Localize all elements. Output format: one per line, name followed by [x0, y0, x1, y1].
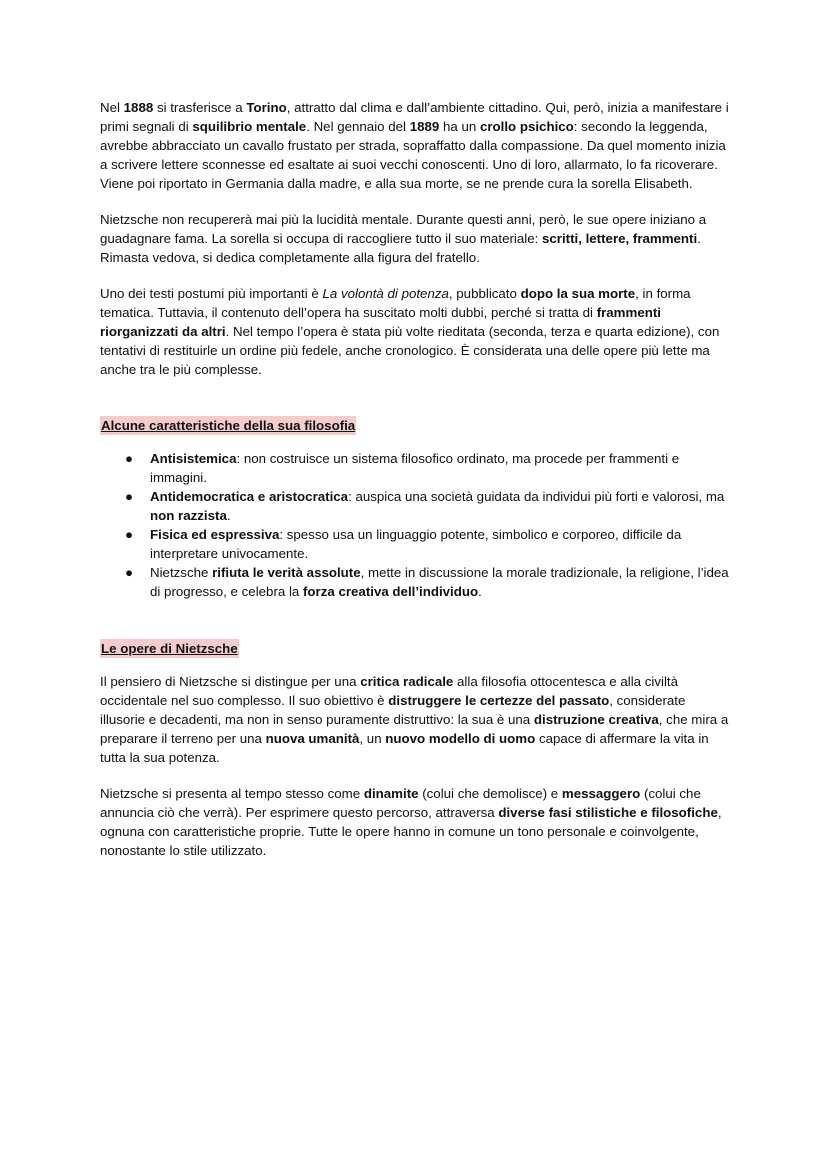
bold-run: 1889: [409, 119, 440, 134]
text-run: (colui che annuncia ciò che verrà). Per esprimere questo percorso, attraversa: [100, 786, 701, 820]
bold-run: distruggere le certezze del passato: [388, 693, 610, 708]
bullet-icon: ●: [125, 489, 134, 504]
text-run: capace di affermare la vita in tutta la sua potenza.: [100, 731, 709, 765]
text-run: Nietzsche non recupererà mai più la lucidità mentale. Durante questi anni, però, le sue opere iniziano a guadagnare fama. La sorella si occupa di raccogliere tutto il suo materiale:: [100, 212, 707, 246]
bold-run: forza creativa dell’individuo: [303, 584, 479, 599]
section-heading-caratteristiche: Alcune caratteristiche della sua filosofia: [101, 418, 356, 433]
text-run: Uno dei testi postumi più importanti è: [100, 286, 323, 301]
text-run: , che mira a preparare il terreno per una: [100, 712, 729, 746]
text-run: (colui che demolisce) e: [418, 786, 562, 801]
bold-run: dopo la sua morte: [520, 286, 636, 301]
list-item: [125, 449, 732, 487]
text-run: . Nel gennaio del: [306, 119, 410, 134]
document-page: [100, 98, 732, 877]
text-run: , attratto dal clima e dall’ambiente cittadino. Qui, però, inizia a manifestare i primi segnali di: [100, 100, 729, 134]
bullet-icon: ●: [125, 451, 134, 466]
text-run: ha un: [439, 119, 480, 134]
text-run: , mette in discussione la morale tradizionale, la religione, l’idea di progresso, e celebra la: [150, 565, 729, 599]
bold-run: critica radicale: [360, 674, 454, 689]
bold-run: squilibrio mentale: [192, 119, 307, 134]
bold-run: messaggero: [561, 786, 641, 801]
text-run: . Rimasta vedova, si dedica completamente alla figura del fratello.: [100, 231, 701, 265]
bullet-icon: ●: [125, 527, 134, 542]
text-run: , ognuna con caratteristiche proprie. Tutte le opere hanno in comune un tono personale e coinvolgente, nonostante lo stile utilizzato.: [100, 805, 722, 858]
text-run: . Nel tempo l’opera è stata più volte rieditata (seconda, terza e quarta edizione), con tentativi di restituirle un ordine più fedele, anche cronologico. È considerata una delle opere più lette ma anche tra le più complesse.: [100, 324, 720, 377]
paragraph-volonta-di-potenza: [100, 284, 732, 379]
bold-run: Torino: [246, 100, 287, 115]
text-run: , considerate illusorie e decadenti, ma non in senso puramente distruttivo: la sua è una: [100, 693, 686, 727]
section-heading-block: [100, 416, 732, 435]
bold-run: Fisica ed espressiva: [150, 527, 280, 542]
text-run: : secondo la leggenda, avrebbe abbracciato un cavallo frustato per strada, sopraffatto dalla compassione. Da quel momento inizia a scrivere lettere sconnesse ed esaltate ai suoi vecchi conoscenti. Uno di loro, allarmato, lo fa ricoverare. Viene poi riportato in Germania dalla madre, e alla sua morte, se ne prende cura la sorella Elisabeth.: [100, 119, 726, 191]
text-run: Nietzsche si presenta al tempo stesso come: [100, 786, 364, 801]
characteristics-list: [100, 449, 732, 601]
bold-run: frammenti riorganizzati da altri: [100, 305, 661, 339]
bold-run: scritti, lettere, frammenti: [542, 231, 698, 246]
bold-run: Antidemocratica e aristocratica: [150, 489, 349, 504]
paragraph-pensiero: [100, 672, 732, 767]
list-item: [125, 487, 732, 525]
bullet-icon: ●: [125, 565, 134, 580]
text-run: .: [226, 508, 231, 523]
text-run: Nel: [100, 100, 124, 115]
bold-run: nuova umanità: [265, 731, 360, 746]
bold-run: non razzista: [150, 508, 227, 523]
bold-run: dinamite: [363, 786, 419, 801]
paragraph-lucidita: [100, 210, 732, 267]
text-run: : spesso usa un linguaggio potente, simbolico e corporeo, difficile da interpretare univocamente.: [150, 527, 682, 561]
text-run: alla filosofia ottocentesca e alla civiltà occidentale nel suo complesso. Il suo obiettivo è: [100, 674, 679, 708]
paragraph-torino: [100, 98, 732, 193]
bold-run: rifiuta le verità assolute: [212, 565, 361, 580]
bold-run: 1888: [123, 100, 154, 115]
text-run: : auspica una società guidata da individui più forti e valorosi, ma: [348, 489, 725, 504]
bold-run: crollo psichico: [479, 119, 574, 134]
text-run: Il pensiero di Nietzsche si distingue per una: [100, 674, 361, 689]
text-run: , un: [359, 731, 386, 746]
text-run: : non costruisce un sistema filosofico ordinato, ma procede per frammenti e immagini.: [150, 451, 680, 485]
paragraph-dinamite: [100, 784, 732, 860]
text-run: , pubblicato: [448, 286, 521, 301]
text-run: si trasferisce a: [153, 100, 247, 115]
list-item: [125, 525, 732, 563]
list-item: [125, 563, 732, 601]
text-run: , in forma tematica. Tuttavia, il contenuto dell’opera ha suscitato molti dubbi, perché si tratta di: [100, 286, 691, 320]
bold-run: Antisistemica: [150, 451, 237, 466]
section-heading-block: [100, 639, 732, 658]
text-run: .: [478, 584, 482, 599]
bold-run: diverse fasi stilistiche e filosofiche: [498, 805, 718, 820]
italic-run: La volontà di potenza: [322, 286, 449, 301]
text-run: Nietzsche: [150, 565, 213, 580]
bold-run: distruzione creativa: [533, 712, 659, 727]
section-heading-opere: Le opere di Nietzsche: [101, 641, 238, 656]
bold-run: nuovo modello di uomo: [385, 731, 536, 746]
